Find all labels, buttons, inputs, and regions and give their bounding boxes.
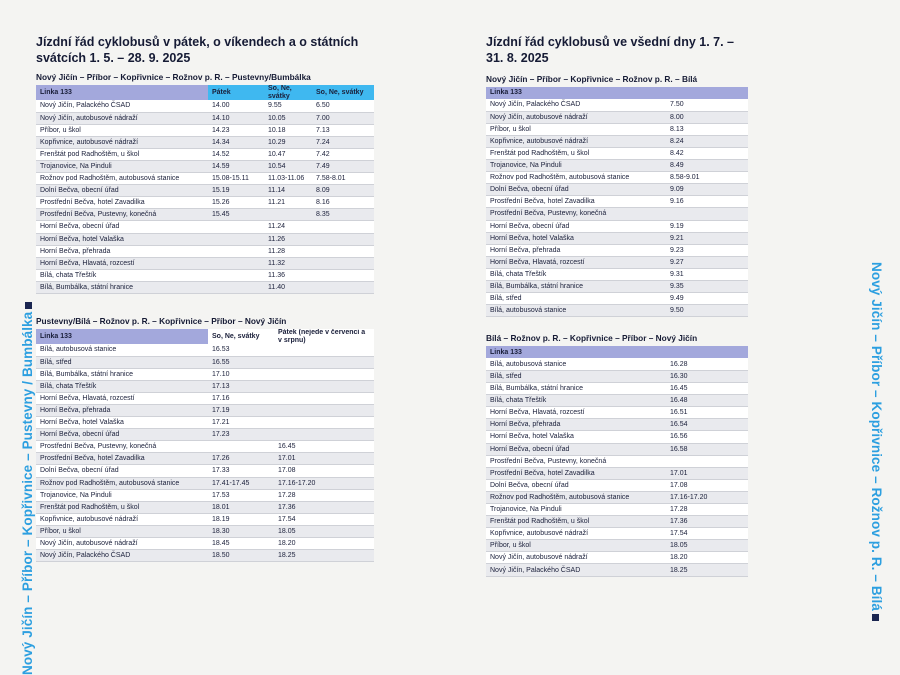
stop-name: Bílá, autobusová stanice bbox=[490, 307, 567, 315]
stop-name: Rožnov pod Radhoštěm, autobusová stanice bbox=[40, 175, 180, 183]
departure-time: 18.25 bbox=[278, 552, 296, 560]
departure-time: 9.09 bbox=[670, 186, 684, 194]
departure-time: 18.45 bbox=[212, 540, 230, 548]
table-row bbox=[36, 392, 374, 404]
stop-name: Bílá, střed bbox=[40, 358, 72, 366]
departure-time: 11.32 bbox=[268, 259, 285, 267]
departure-time: 8.42 bbox=[670, 150, 684, 158]
departure-time: 14.34 bbox=[212, 138, 230, 146]
table-row bbox=[486, 467, 748, 479]
stop-name: Horní Bečva, hotel Valaška bbox=[490, 234, 574, 242]
departure-time: 17.01 bbox=[278, 455, 296, 463]
table-row bbox=[486, 220, 748, 232]
column-header: So, Ne, svátky bbox=[312, 85, 374, 100]
table-row bbox=[36, 538, 374, 550]
table-row bbox=[36, 417, 374, 429]
table-row bbox=[486, 135, 748, 147]
departure-time: 17.10 bbox=[212, 370, 230, 378]
column-header: Pátek bbox=[208, 85, 264, 100]
stop-name: Horní Bečva, obecní úřad bbox=[40, 223, 120, 231]
stop-name: Bílá, autobusová stanice bbox=[490, 360, 567, 368]
table-row bbox=[36, 513, 374, 525]
departure-time: 11.21 bbox=[268, 199, 285, 207]
stop-name: Dolní Bečva, obecní úřad bbox=[490, 186, 569, 194]
table-row bbox=[36, 368, 374, 380]
stop-name: Horní Bečva, Hlavatá, rozcestí bbox=[490, 409, 585, 417]
stop-name: Bílá, střed bbox=[490, 373, 522, 381]
column-header: So, Ne, svátky bbox=[208, 329, 274, 344]
table-row bbox=[486, 293, 748, 305]
stop-name: Nový Jičín, autobusové nádraží bbox=[40, 540, 138, 548]
side-label-left-text: Nový Jičín – Příbor – Kopřivnice – Pustevny / Bumbálka bbox=[20, 311, 35, 675]
departure-time: 11.28 bbox=[268, 247, 285, 255]
table-row bbox=[36, 269, 374, 281]
departure-time: 17.21 bbox=[212, 419, 230, 427]
departure-time: 15.19 bbox=[212, 187, 230, 195]
departure-time: 11.26 bbox=[268, 235, 285, 243]
stop-name: Frenštát pod Radhoštěm, u škol bbox=[490, 150, 590, 158]
square-marker-icon bbox=[25, 302, 32, 309]
table-row bbox=[36, 136, 374, 148]
stop-name: Bílá, Bumbálka, státní hranice bbox=[490, 283, 583, 291]
left-table2-route: Pustevny/Bílá – Rožnov p. R. – Kopřivnice – Příbor – Nový Jičín bbox=[36, 316, 287, 326]
departure-time: 14.23 bbox=[212, 126, 230, 134]
table-row bbox=[36, 148, 374, 160]
stop-name: Trojanovice, Na Pinduli bbox=[490, 162, 562, 170]
right-table1-route: Nový Jičín – Příbor – Kopřivnice – Rožnov p. R. – Bílá bbox=[486, 74, 698, 84]
departure-time: 15.26 bbox=[212, 199, 230, 207]
stop-name: Příbor, u škol bbox=[40, 126, 81, 134]
departure-time: 11.03-11.06 bbox=[268, 175, 305, 183]
stop-name: Horní Bečva, přehrada bbox=[40, 247, 111, 255]
right-timetable-1 bbox=[486, 87, 748, 317]
stop-name: Kopřivnice, autobusové nádraží bbox=[490, 530, 589, 538]
table-row bbox=[486, 123, 748, 135]
table-row bbox=[486, 111, 748, 123]
departure-time: 6.50 bbox=[316, 102, 330, 110]
stop-name: Horní Bečva, přehrada bbox=[490, 421, 561, 429]
departure-time: 18.01 bbox=[212, 503, 230, 511]
stop-name: Prostřední Bečva, Pustevny, konečná bbox=[490, 457, 607, 465]
departure-time: 16.28 bbox=[670, 360, 688, 368]
departure-time: 9.23 bbox=[670, 246, 684, 254]
departure-time: 17.08 bbox=[670, 481, 688, 489]
table-row bbox=[36, 185, 374, 197]
departure-time: 17.26 bbox=[212, 455, 230, 463]
departure-time: 17.41-17.45 bbox=[212, 479, 250, 487]
table-row bbox=[486, 504, 748, 516]
departure-time: 8.13 bbox=[670, 125, 684, 133]
departure-time: 16.48 bbox=[670, 397, 688, 405]
stop-name: Prostřední Bečva, Pustevny, konečná bbox=[40, 211, 157, 219]
table-row bbox=[36, 489, 374, 501]
stop-name: Trojanovice, Na Pinduli bbox=[490, 506, 562, 514]
departure-time: 8.58-9.01 bbox=[670, 174, 700, 182]
stop-name: Prostřední Bečva, hotel Zavadilka bbox=[40, 199, 145, 207]
departure-time: 17.13 bbox=[212, 382, 230, 390]
table-row bbox=[486, 528, 748, 540]
column-header bbox=[666, 87, 748, 99]
departure-time: 14.52 bbox=[212, 150, 230, 158]
table-row bbox=[36, 197, 374, 209]
stop-name: Nový Jičín, Palackého ČSAD bbox=[490, 101, 581, 109]
departure-time: 17.36 bbox=[670, 518, 688, 526]
departure-time: 11.36 bbox=[268, 271, 285, 279]
stop-name: Horní Bečva, přehrada bbox=[40, 407, 111, 415]
stop-name: Bílá, chata Třeštík bbox=[40, 382, 97, 390]
table-row bbox=[486, 419, 748, 431]
departure-time: 10.47 bbox=[268, 150, 286, 158]
stop-name: Horní Bečva, obecní úřad bbox=[40, 431, 120, 439]
departure-time: 8.49 bbox=[670, 162, 684, 170]
departure-time: 7.49 bbox=[316, 163, 330, 171]
departure-time: 15.08-15.11 bbox=[212, 175, 249, 183]
departure-time: 15.45 bbox=[212, 211, 230, 219]
square-marker-icon bbox=[872, 614, 879, 621]
departure-time bbox=[312, 233, 374, 245]
table-row bbox=[36, 281, 374, 293]
departure-time bbox=[274, 380, 374, 392]
stop-name: Horní Bečva, obecní úřad bbox=[490, 222, 570, 230]
table-row bbox=[36, 441, 374, 453]
column-header: Linka 133 bbox=[36, 329, 208, 344]
departure-time: 17.28 bbox=[670, 506, 688, 514]
departure-time: 11.40 bbox=[268, 283, 285, 291]
departure-time: 17.53 bbox=[212, 491, 230, 499]
column-header: Pátek (nejede v červenci a v srpnu) bbox=[274, 329, 374, 344]
table-row bbox=[36, 453, 374, 465]
right-table2-route: Bílá – Rožnov p. R. – Kopřivnice – Příbor – Nový Jičín bbox=[486, 333, 698, 344]
departure-time: 8.35 bbox=[316, 211, 330, 219]
stop-name: Horní Bečva, hotel Valaška bbox=[490, 433, 574, 441]
departure-time bbox=[274, 417, 374, 429]
table-row bbox=[486, 196, 748, 208]
stop-name: Dolní Bečva, obecní úřad bbox=[40, 467, 119, 475]
table-row bbox=[486, 564, 748, 576]
departure-time: 17.16-17.20 bbox=[670, 493, 708, 501]
stop-name: Prostřední Bečva, hotel Zavadilka bbox=[490, 469, 595, 477]
table-row bbox=[36, 525, 374, 537]
stop-name: Bílá, autobusová stanice bbox=[40, 346, 117, 354]
departure-time: 14.00 bbox=[212, 102, 230, 110]
table-row bbox=[36, 245, 374, 257]
stop-name: Příbor, u škol bbox=[490, 125, 531, 133]
stop-name: Nový Jičín, autobusové nádraží bbox=[490, 113, 588, 121]
departure-time bbox=[312, 269, 374, 281]
table-row bbox=[486, 370, 748, 382]
table-row bbox=[486, 232, 748, 244]
stop-name: Rožnov pod Radhoštěm, autobusová stanice bbox=[40, 479, 180, 487]
departure-time: 8.00 bbox=[670, 113, 684, 121]
stop-name: Bílá, střed bbox=[490, 295, 522, 303]
stop-name: Kopřivnice, autobusové nádraží bbox=[40, 138, 139, 146]
departure-time: 8.09 bbox=[316, 187, 330, 195]
table-row bbox=[36, 465, 374, 477]
departure-time: 16.56 bbox=[670, 433, 688, 441]
departure-time: 10.18 bbox=[268, 126, 286, 134]
departure-time: 16.30 bbox=[670, 373, 688, 381]
right-timetable-2 bbox=[486, 346, 748, 576]
stop-name: Rožnov pod Radhoštěm, autobusová stanice bbox=[490, 174, 630, 182]
table-row bbox=[486, 160, 748, 172]
table-row bbox=[486, 208, 748, 220]
table-row bbox=[486, 172, 748, 184]
departure-time: 7.00 bbox=[316, 114, 330, 122]
stop-name: Prostřední Bečva, hotel Zavadilka bbox=[490, 198, 595, 206]
stop-name: Dolní Bečva, obecní úřad bbox=[40, 187, 119, 195]
departure-time: 18.20 bbox=[670, 554, 688, 562]
stop-name: Horní Bečva, přehrada bbox=[490, 246, 561, 254]
departure-time: 11.24 bbox=[268, 223, 285, 231]
table-row bbox=[486, 184, 748, 196]
departure-time: 18.19 bbox=[212, 515, 230, 523]
departure-time: 16.54 bbox=[670, 421, 688, 429]
stop-name: Nový Jičín, Palackého ČSAD bbox=[40, 552, 131, 560]
stop-name: Kopřivnice, autobusové nádraží bbox=[490, 137, 589, 145]
stop-name: Nový Jičín, autobusové nádraží bbox=[40, 114, 138, 122]
table-row bbox=[36, 112, 374, 124]
table-row bbox=[36, 344, 374, 356]
table-row bbox=[36, 356, 374, 368]
column-header: So, Ne, svátky bbox=[264, 85, 312, 100]
table-row bbox=[486, 540, 748, 552]
departure-time bbox=[264, 209, 312, 221]
table-row bbox=[486, 552, 748, 564]
departure-time: 10.54 bbox=[268, 163, 286, 171]
stop-name: Bílá, Bumbálka, státní hranice bbox=[40, 370, 133, 378]
departure-time bbox=[208, 257, 264, 269]
table-row bbox=[486, 491, 748, 503]
stop-name: Horní Bečva, Hlavatá, rozcestí bbox=[40, 394, 135, 402]
stop-name: Nový Jičín, Palackého ČSAD bbox=[490, 566, 581, 574]
column-header: Linka 133 bbox=[486, 346, 666, 358]
stop-name: Dolní Bečva, obecní úřad bbox=[490, 481, 569, 489]
departure-time bbox=[312, 245, 374, 257]
stop-name: Trojanovice, Na Pinduli bbox=[40, 163, 112, 171]
table-row bbox=[486, 99, 748, 111]
departure-time: 8.24 bbox=[670, 137, 684, 145]
table-row bbox=[486, 395, 748, 407]
stop-name: Prostřední Bečva, Pustevny, konečná bbox=[490, 210, 607, 218]
table-row bbox=[486, 147, 748, 159]
departure-time: 7.24 bbox=[316, 138, 330, 146]
table-row bbox=[486, 244, 748, 256]
departure-time: 9.31 bbox=[670, 270, 684, 278]
departure-time bbox=[274, 429, 374, 441]
departure-time: 8.16 bbox=[316, 199, 330, 207]
departure-time bbox=[208, 245, 264, 257]
departure-time: 9.21 bbox=[670, 234, 684, 242]
table-row bbox=[486, 443, 748, 455]
departure-time bbox=[274, 404, 374, 416]
table-row bbox=[36, 380, 374, 392]
table-row bbox=[486, 431, 748, 443]
departure-time: 17.16 bbox=[212, 394, 230, 402]
departure-time bbox=[312, 221, 374, 233]
departure-time: 17.08 bbox=[278, 467, 296, 475]
side-label-right-text: Nový Jičín – Příbor – Kopřivnice – Rožnov p. R. – Bílá bbox=[869, 262, 884, 611]
right-title: Jízdní řád cyklobusů ve všední dny 1. 7. – 31. 8. 2025 bbox=[486, 35, 735, 65]
stop-name: Nový Jičín, autobusové nádraží bbox=[490, 554, 588, 562]
departure-time bbox=[666, 208, 748, 220]
departure-time: 18.05 bbox=[670, 542, 688, 550]
departure-time bbox=[274, 356, 374, 368]
stop-name: Bílá, chata Třeštík bbox=[40, 271, 97, 279]
departure-time: 17.28 bbox=[278, 491, 296, 499]
table-row bbox=[486, 358, 748, 370]
column-header bbox=[666, 346, 748, 358]
departure-time: 16.45 bbox=[670, 385, 688, 393]
stop-name: Bílá, Bumbálka, státní hranice bbox=[40, 283, 133, 291]
departure-time: 18.20 bbox=[278, 540, 296, 548]
departure-time: 18.25 bbox=[670, 566, 688, 574]
departure-time: 9.27 bbox=[670, 258, 684, 266]
stop-name: Trojanovice, Na Pinduli bbox=[40, 491, 112, 499]
stop-name: Prostřední Bečva, Pustevny, konečná bbox=[40, 443, 157, 451]
table-row bbox=[486, 455, 748, 467]
departure-time: 16.53 bbox=[212, 346, 230, 354]
departure-time: 7.58-8.01 bbox=[316, 175, 346, 183]
departure-time: 17.54 bbox=[278, 515, 296, 523]
table-row bbox=[36, 209, 374, 221]
stop-name: Horní Bečva, hotel Valaška bbox=[40, 235, 124, 243]
right-column bbox=[486, 34, 748, 577]
departure-time: 18.05 bbox=[278, 527, 296, 535]
table-row bbox=[36, 429, 374, 441]
departure-time: 16.58 bbox=[670, 445, 688, 453]
departure-time: 7.50 bbox=[670, 101, 684, 109]
side-label-right bbox=[869, 262, 884, 624]
departure-time: 7.42 bbox=[316, 150, 330, 158]
departure-time: 17.01 bbox=[670, 469, 688, 477]
departure-time: 16.45 bbox=[278, 443, 296, 451]
table-row bbox=[36, 233, 374, 245]
departure-time: 14.10 bbox=[212, 114, 230, 122]
departure-time: 17.23 bbox=[212, 431, 230, 439]
stop-name: Horní Bečva, obecní úřad bbox=[490, 445, 570, 453]
table-row bbox=[36, 501, 374, 513]
departure-time: 18.50 bbox=[212, 552, 230, 560]
left-column bbox=[36, 34, 374, 562]
departure-time bbox=[208, 233, 264, 245]
stop-name: Frenštát pod Radhoštěm, u škol bbox=[40, 503, 140, 511]
stop-name: Horní Bečva, hotel Valaška bbox=[40, 419, 124, 427]
stop-name: Rožnov pod Radhoštěm, autobusová stanice bbox=[490, 493, 630, 501]
stop-name: Bílá, chata Třeštík bbox=[490, 270, 547, 278]
table-row bbox=[36, 477, 374, 489]
left-table1-route: Nový Jičín – Příbor – Kopřivnice – Rožnov p. R. – Pustevny/Bumbálka bbox=[36, 72, 311, 82]
stop-name: Prostřední Bečva, hotel Zavadilka bbox=[40, 455, 145, 463]
departure-time bbox=[312, 257, 374, 269]
stop-name: Kopřivnice, autobusové nádraží bbox=[40, 515, 139, 523]
departure-time: 17.16-17.20 bbox=[278, 479, 316, 487]
table-row bbox=[36, 160, 374, 172]
table-row bbox=[486, 305, 748, 317]
left-timetable-2 bbox=[36, 329, 374, 562]
departure-time: 7.13 bbox=[316, 126, 330, 134]
table-row bbox=[36, 124, 374, 136]
table-row bbox=[486, 479, 748, 491]
departure-time: 9.50 bbox=[670, 307, 684, 315]
stop-name: Nový Jičín, Palackého ČSAD bbox=[40, 102, 131, 110]
departure-time: 16.55 bbox=[212, 358, 230, 366]
departure-time: 9.19 bbox=[670, 222, 684, 230]
departure-time: 14.59 bbox=[212, 163, 230, 171]
departure-time: 16.51 bbox=[670, 409, 688, 417]
departure-time bbox=[274, 368, 374, 380]
table-row bbox=[486, 256, 748, 268]
stop-name: Frenštát pod Radhoštěm, u škol bbox=[40, 150, 140, 158]
side-label-left bbox=[20, 299, 35, 675]
column-header: Linka 133 bbox=[486, 87, 666, 99]
stop-name: Horní Bečva, Hlavatá, rozcestí bbox=[490, 258, 585, 266]
table-row bbox=[486, 383, 748, 395]
departure-time: 17.54 bbox=[670, 530, 688, 538]
departure-time: 17.33 bbox=[212, 467, 230, 475]
departure-time bbox=[274, 392, 374, 404]
table-row bbox=[486, 281, 748, 293]
departure-time: 18.30 bbox=[212, 527, 230, 535]
table-row bbox=[36, 404, 374, 416]
departure-time: 10.29 bbox=[268, 138, 286, 146]
departure-time bbox=[208, 441, 274, 453]
stop-name: Horní Bečva, Hlavatá, rozcestí bbox=[40, 259, 135, 267]
table-row bbox=[36, 550, 374, 562]
departure-time bbox=[274, 344, 374, 356]
stop-name: Bílá, Bumbálka, státní hranice bbox=[490, 385, 583, 393]
stop-name: Příbor, u škol bbox=[490, 542, 531, 550]
departure-time: 9.49 bbox=[670, 295, 684, 303]
stop-name: Příbor, u škol bbox=[40, 527, 81, 535]
table-row bbox=[36, 173, 374, 185]
stop-name: Bílá, chata Třeštík bbox=[490, 397, 547, 405]
departure-time bbox=[312, 281, 374, 293]
left-title: Jízdní řád cyklobusů v pátek, o víkendech a o státních svátcích 1. 5. – 28. 9. 2025 bbox=[36, 35, 359, 65]
departure-time: 9.35 bbox=[670, 283, 684, 291]
table-row bbox=[36, 257, 374, 269]
departure-time: 9.55 bbox=[268, 102, 282, 110]
table-row bbox=[486, 407, 748, 419]
departure-time: 17.19 bbox=[212, 407, 230, 415]
departure-time bbox=[208, 269, 264, 281]
table-row bbox=[486, 268, 748, 280]
departure-time bbox=[666, 455, 748, 467]
departure-time bbox=[208, 281, 264, 293]
table-row bbox=[486, 516, 748, 528]
departure-time: 10.05 bbox=[268, 114, 286, 122]
left-timetable-1 bbox=[36, 85, 374, 294]
column-header: Linka 133 bbox=[36, 85, 208, 100]
departure-time: 17.36 bbox=[278, 503, 296, 511]
stop-name: Frenštát pod Radhoštěm, u škol bbox=[490, 518, 590, 526]
departure-time: 11.14 bbox=[268, 187, 285, 195]
departure-time bbox=[208, 221, 264, 233]
departure-time: 9.16 bbox=[670, 198, 684, 206]
table-row bbox=[36, 221, 374, 233]
table-row bbox=[36, 100, 374, 112]
